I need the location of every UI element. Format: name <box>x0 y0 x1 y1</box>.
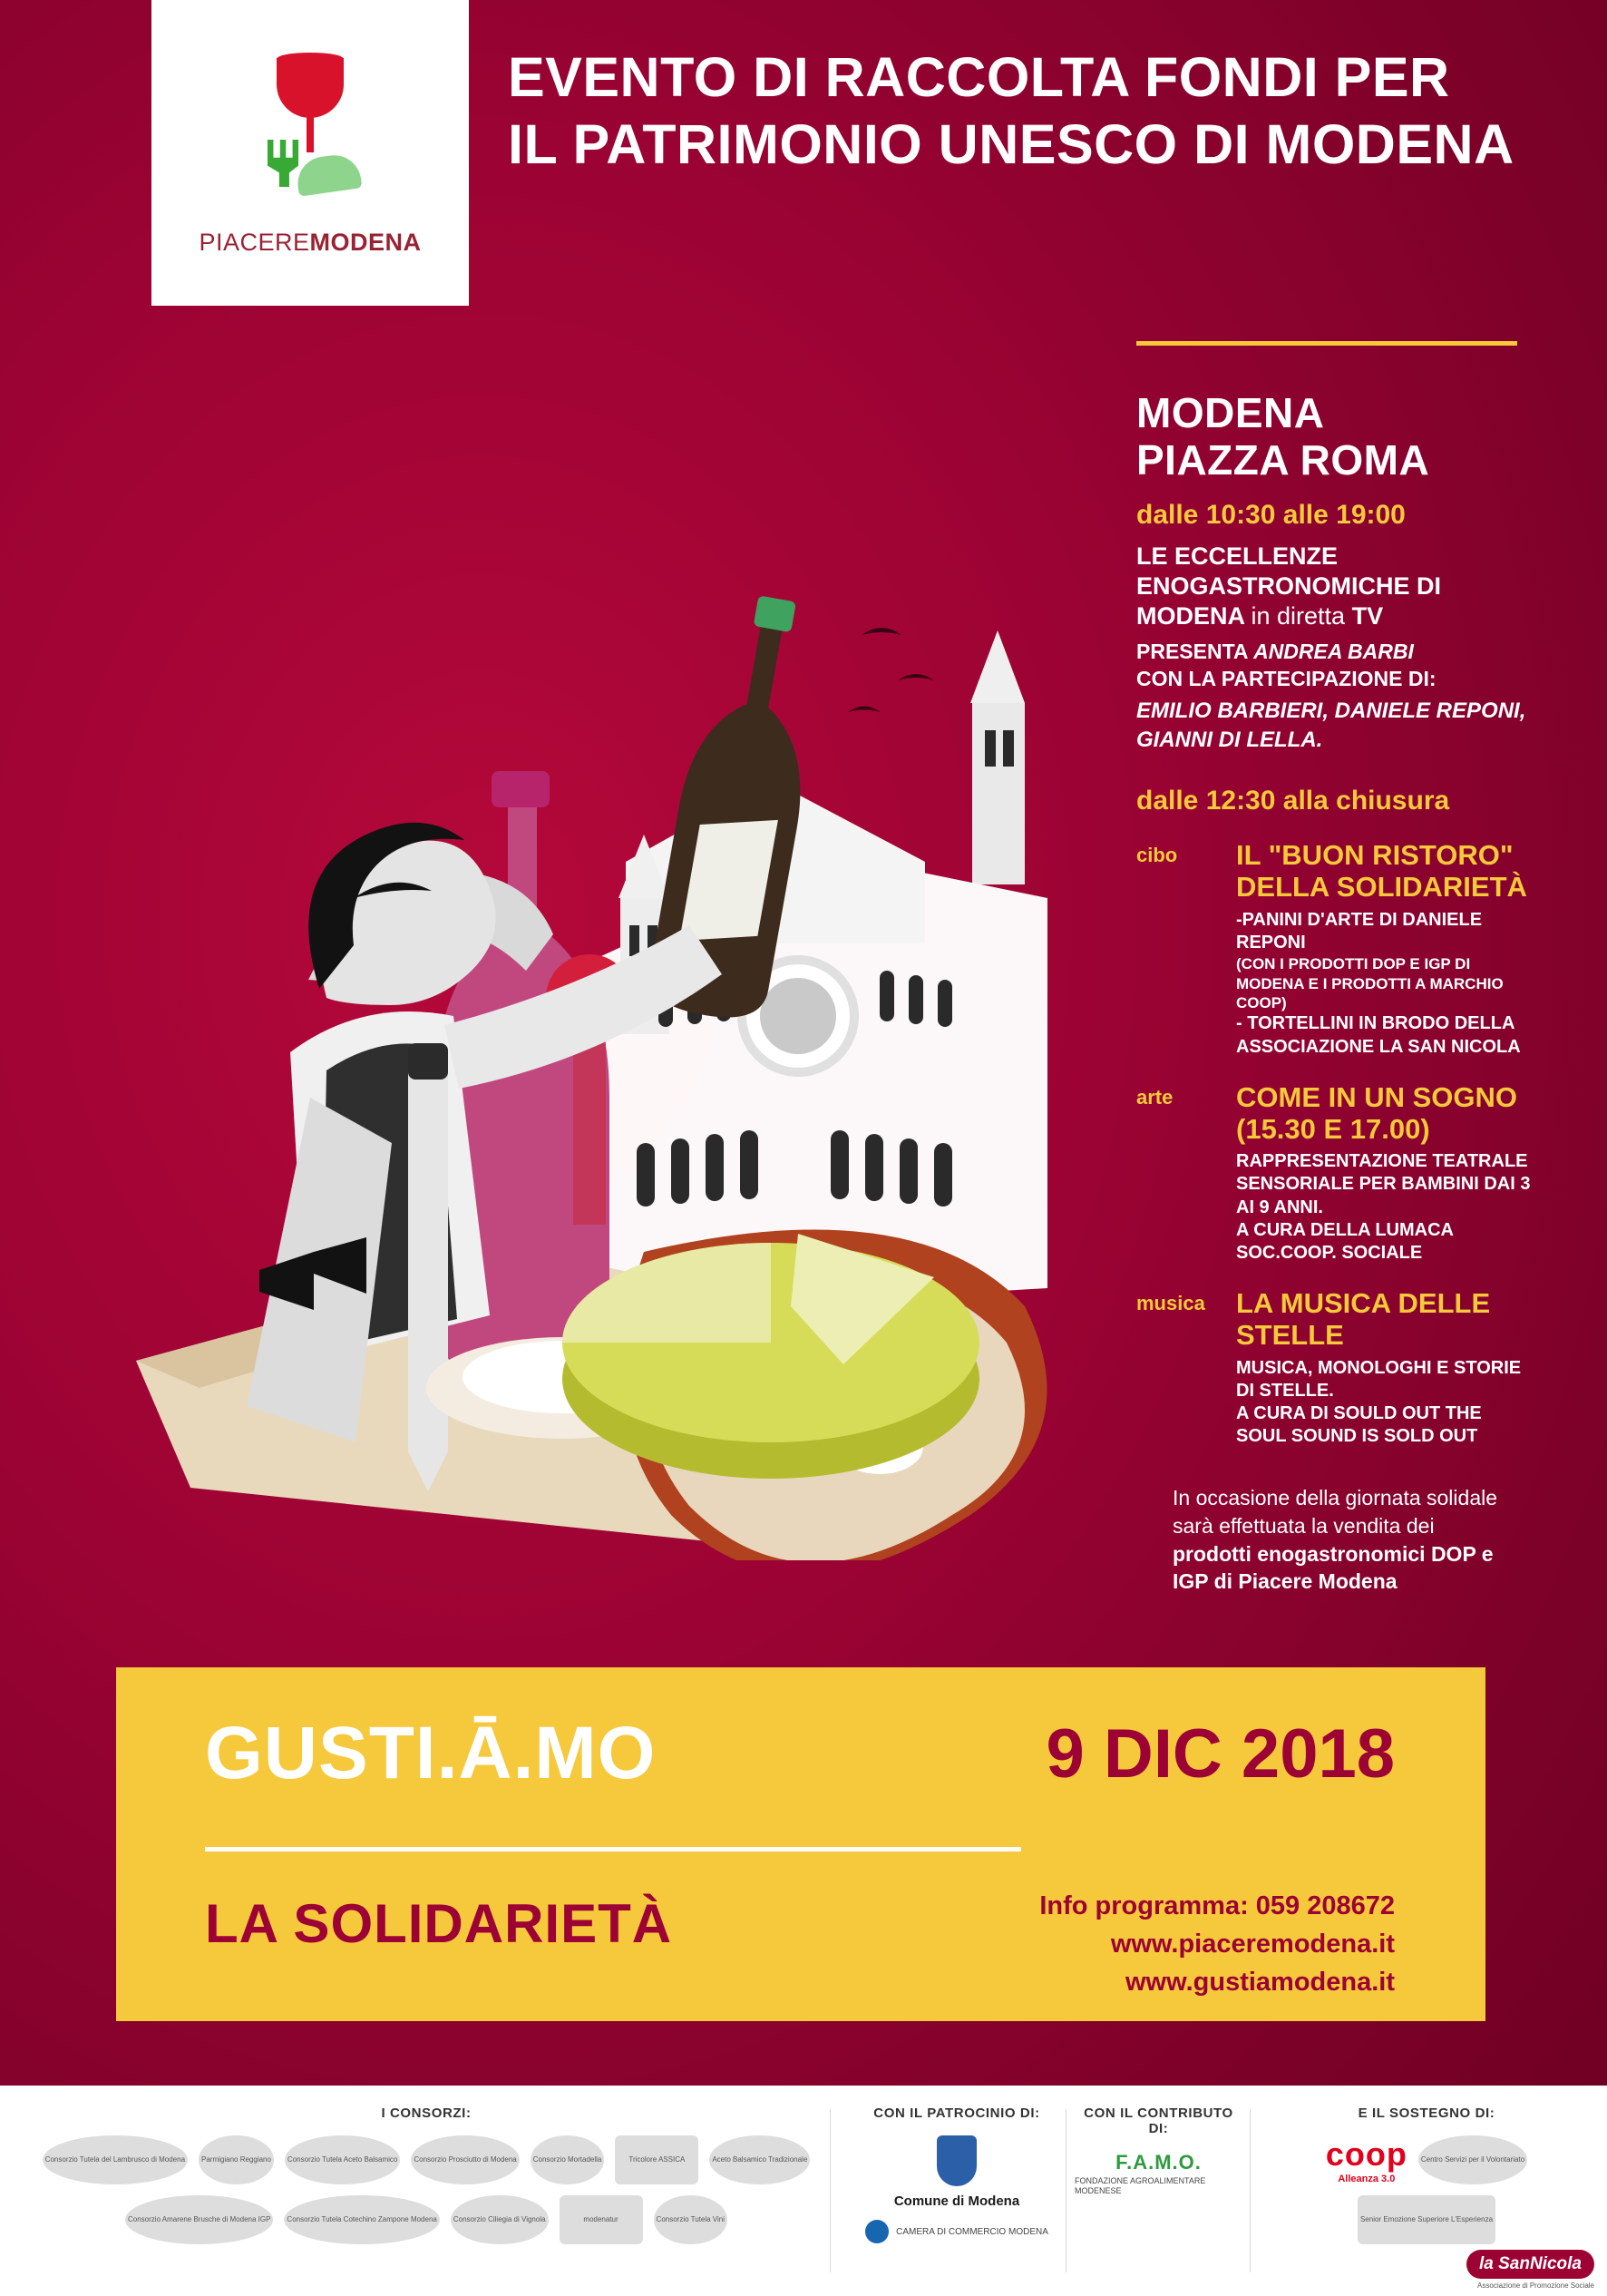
closing-line1: In occasione della giornata solidale <box>1173 1486 1498 1510</box>
participants-label: CON LA PARTECIPAZIONE DI: <box>1136 666 1437 690</box>
event-city-line2: PIAZZA ROMA <box>1136 435 1430 484</box>
footer-logos-contributo <box>1075 2151 1242 2196</box>
sponsor-logo: Consorzio Tutela del Lambrusco di Modena <box>43 2135 188 2184</box>
banner-divider <box>205 1847 1021 1851</box>
event-time-second: dalle 12:30 alla chiusura <box>1136 786 1450 816</box>
event-highlight <box>1136 542 1535 631</box>
sponsor-logo: Consorzio Tutela Vini <box>654 2195 727 2244</box>
footer-group-contributo <box>1075 2105 1242 2196</box>
section-arte-line2: A CURA DELLA LUMACA SOC.COOP. SOCIALE <box>1236 1219 1454 1263</box>
sponsor-logo: Parmigiano Reggiano <box>199 2135 274 2184</box>
footer-group-patrocinio <box>843 2105 1070 2243</box>
section-musica-tag: musica <box>1136 1292 1205 1315</box>
banner-title: GUSTI.Ā.MO <box>205 1712 657 1794</box>
section-cibo <box>1136 840 1535 1058</box>
event-banner <box>116 1667 1485 2021</box>
famo-logo: F.A.M.O. <box>1115 2151 1202 2174</box>
event-highlight-line1: LE ECCELLENZE <box>1136 542 1339 571</box>
section-cibo-tag: cibo <box>1136 844 1178 867</box>
closing-bold2: IGP di Piacere Modena <box>1173 1569 1398 1594</box>
event-highlight-line2: ENOGASTRONOMICHE DI <box>1136 572 1442 600</box>
event-city-line1: MODENA <box>1136 389 1325 436</box>
sannicola-sublabel: Associazione di Promozione Sociale <box>1477 2281 1594 2290</box>
section-musica <box>1136 1288 1535 1448</box>
section-musica-line1: MUSICA, MONOLOGHI E STORIE DI STELLE. <box>1236 1357 1522 1401</box>
section-cibo-line2: - TORTELLINI IN BRODO DELLA ASSOCIAZIONE LA SAN NICOLA <box>1236 1013 1521 1057</box>
banner-info-phone: Info programma: 059 208672 <box>1039 1891 1395 1920</box>
footer-divider-3 <box>1250 2109 1251 2272</box>
brand-logo-modena: MODENA <box>309 229 422 256</box>
section-arte-line1: RAPPRESENTAZIONE TEATRALE SENSORIALE PER BAMBINI DAI 3 AI 9 ANNI. <box>1236 1151 1531 1217</box>
sponsor-logo: modenatur <box>560 2195 643 2244</box>
banner-subtitle: LA SOLIDARIETÀ <box>205 1893 673 1954</box>
footer-label-patrocinio: CON IL PATROCINIO DI: <box>873 2105 1040 2121</box>
sponsor-logo: Aceto Balsamico Tradizionale <box>709 2135 810 2184</box>
closing-note <box>1136 1484 1535 1595</box>
banner-date: 9 DIC 2018 <box>1046 1715 1395 1793</box>
sponsor-logo: Consorzio Tutela Cotechino Zampone Modena <box>284 2195 439 2244</box>
brand-logo <box>151 0 469 306</box>
footer-logos-sostegno <box>1259 2135 1594 2244</box>
camera-commercio-icon <box>865 2220 889 2243</box>
section-cibo-title: IL "BUON RISTORO" DELLA SOLIDARIETÀ <box>1236 839 1527 904</box>
section-musica-title: LA MUSICA DELLE STELLE <box>1236 1287 1491 1351</box>
wine-glass-fork-icon <box>242 49 378 221</box>
sponsor-logo: Tricolore ASSICA <box>615 2135 698 2184</box>
sponsor-footer <box>0 2086 1607 2296</box>
divider-top <box>1136 341 1517 346</box>
footer-group-sostegno <box>1259 2105 1594 2290</box>
sannicola-wordmark: la SanNicola <box>1466 2250 1594 2279</box>
illustration <box>82 472 1097 1560</box>
presenter-label: PRESENTA <box>1136 639 1248 663</box>
coop-logo <box>1326 2135 1407 2184</box>
section-musica-body <box>1236 1357 1535 1449</box>
footer-label-sostegno: E IL SOSTEGNO DI: <box>1358 2105 1495 2121</box>
event-highlight-line3 <box>1136 601 1535 631</box>
page-title: EVENTO DI RACCOLTA FONDI PER IL PATRIMONIO UNESCO DI MODENA <box>508 46 1514 176</box>
event-details <box>1136 390 1535 1596</box>
participants-names: EMILIO BARBIERI, DANIELE REPONI, GIANNI DI LELLA. <box>1136 698 1526 753</box>
presenter-name: ANDREA BARBI <box>1253 639 1414 663</box>
footer-logos-patrocinio <box>843 2135 1070 2243</box>
section-arte <box>1136 1082 1535 1265</box>
banner-info <box>1039 1887 1395 2001</box>
brand-logo-piacere: PIACERE <box>199 229 310 256</box>
closing-line2: sarà effettuata la vendita dei <box>1173 1513 1435 1538</box>
coop-sublabel: Alleanza 3.0 <box>1338 2174 1396 2184</box>
sponsor-logo: Consorzio Mortadella <box>531 2135 605 2184</box>
footer-logos-consorzi <box>18 2135 834 2244</box>
famo-sublabel: FONDAZIONE AGROALIMENTARE MODENESE <box>1075 2176 1206 2195</box>
comune-label: Comune di Modena <box>893 2193 1020 2209</box>
sannicola-logo <box>1259 2250 1594 2290</box>
closing-bold1: prodotti enogastronomici DOP e <box>1173 1541 1494 1566</box>
footer-group-consorzi <box>18 2105 834 2244</box>
section-arte-body <box>1236 1150 1535 1265</box>
sponsor-logo: Consorzio Tutela Aceto Balsamico <box>285 2135 400 2184</box>
brand-logo-text <box>199 229 421 257</box>
section-cibo-body <box>1236 909 1535 1059</box>
sponsor-logo: Consorzio Ciliegia di Vignola <box>451 2195 549 2244</box>
sponsor-logo: Consorzio Amarene Brusche di Modena IGP <box>125 2195 273 2244</box>
event-highlight-tv: TV <box>1351 601 1384 630</box>
event-highlight-modena: MODENA <box>1136 601 1244 630</box>
section-arte-title: COME IN UN SOGNO (15.30 E 17.00) <box>1236 1080 1518 1145</box>
coop-wordmark: coop <box>1325 2135 1407 2173</box>
event-city <box>1136 390 1535 484</box>
presenter-line <box>1136 639 1535 693</box>
sponsor-logo: Senior Emozione Superiore L'Esperienza <box>1358 2195 1495 2244</box>
banner-info-site2[interactable]: www.gustiamodena.it <box>1125 1968 1395 1998</box>
event-time-main: dalle 10:30 alle 19:00 <box>1136 500 1406 531</box>
footer-label-consorzi: I CONSORZI: <box>381 2105 472 2121</box>
banner-info-site1[interactable]: www.piaceremodena.it <box>1110 1930 1395 1959</box>
camera-commercio-label: CAMERA DI COMMERCIO MODENA <box>896 2226 1048 2237</box>
camera-commercio-logo <box>865 2220 1048 2243</box>
sponsor-logo: Centro Servizi per il Volontariato <box>1418 2135 1527 2184</box>
section-musica-line2: A CURA DI SOULD OUT THE SOUL SOUND IS SOLD OUT <box>1236 1403 1482 1447</box>
section-arte-tag: arte <box>1136 1085 1174 1109</box>
footer-label-contributo: CON IL CONTRIBUTO DI: <box>1084 2105 1233 2136</box>
event-highlight-diretta: in diretta <box>1251 601 1346 630</box>
sponsor-logo: Consorzio Prosciutto di Modena <box>411 2135 519 2184</box>
section-cibo-note: (CON I PRODOTTI DOP E IGP DI MODENA E I PRODOTTI A MARCHIO COOP) <box>1236 955 1504 1012</box>
section-cibo-line1: -PANINI D'ARTE DI DANIELE REPONI <box>1236 909 1483 953</box>
comune-crest-icon <box>937 2135 977 2186</box>
footer-divider-1 <box>830 2109 831 2272</box>
